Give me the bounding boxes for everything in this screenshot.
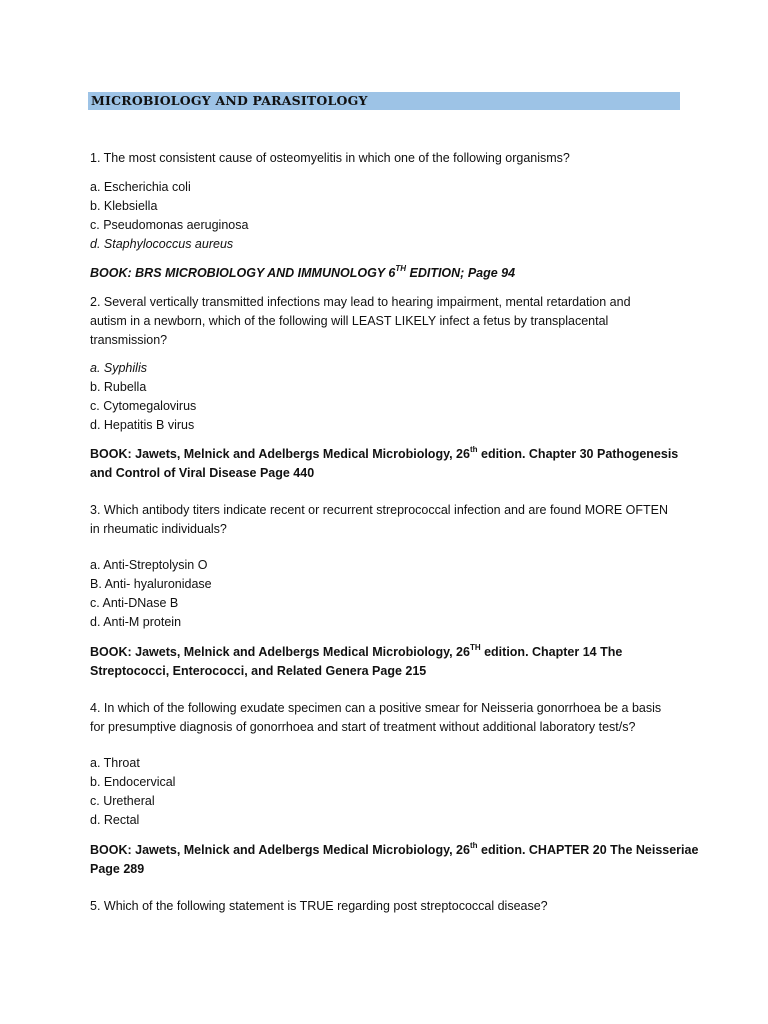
q4-book-reference-line-2: Page 289	[90, 862, 145, 876]
q3-choice-b: B. Anti- hyaluronidase	[90, 577, 212, 591]
q4-book-reference-line-1: BOOK: Jawets, Melnick and Adelbergs Medical Microbiology, 26th edition. CHAPTER 20 The Neisseriae	[90, 840, 699, 857]
q3-choice-c: c. Anti-DNase B	[90, 596, 179, 610]
q2-book-reference-line-2: and Control of Viral Disease Page 440	[90, 466, 315, 480]
question-2-line-2: autism in a newborn, which of the following will LEAST LIKELY infect a fetus by transplacental	[90, 314, 609, 328]
q3-book-reference-line-1: BOOK: Jawets, Melnick and Adelbergs Medical Microbiology, 26TH edition. Chapter 14 The	[90, 642, 623, 659]
q4-choice-c: c. Uretheral	[90, 794, 155, 808]
section-title-bar	[88, 92, 680, 110]
q2-choice-c: c. Cytomegalovirus	[90, 399, 197, 413]
question-4-line-1: 4. In which of the following exudate specimen can a positive smear for Neisseria gonorrhoea be a basis	[90, 701, 662, 715]
q2-book-reference-line-1: BOOK: Jawets, Melnick and Adelbergs Medical Microbiology, 26th edition. Chapter 30 Pathogenesis	[90, 444, 679, 461]
q3-choice-a: a. Anti-Streptolysin O	[90, 558, 208, 572]
q3-book-reference-line-2: Streptococci, Enterococci, and Related Genera Page 215	[90, 664, 427, 678]
question-1: 1. The most consistent cause of osteomyelitis in which one of the following organisms?	[90, 151, 570, 165]
question-2-line-1: 2. Several vertically transmitted infections may lead to hearing impairment, mental retardation and	[90, 295, 631, 309]
q2-choice-a: a. Syphilis	[90, 361, 147, 375]
question-2-line-3: transmission?	[90, 333, 168, 347]
q1-choice-a: a. Escherichia coli	[90, 180, 191, 194]
q2-choice-b: b. Rubella	[90, 380, 147, 394]
q1-choice-d: d. Staphylococcus aureus	[90, 237, 234, 251]
section-title: MICROBIOLOGY AND PARASITOLOGY	[91, 93, 368, 108]
question-3-line-2: in rheumatic individuals?	[90, 522, 227, 536]
q4-choice-b: b. Endocervical	[90, 775, 176, 789]
q1-choice-c: c. Pseudomonas aeruginosa	[90, 218, 249, 232]
question-5: 5. Which of the following statement is TRUE regarding post streptococcal disease?	[90, 899, 548, 913]
q4-choice-d: d. Rectal	[90, 813, 140, 827]
q1-choice-b: b. Klebsiella	[90, 199, 158, 213]
question-4-line-2: for presumptive diagnosis of gonorrhoea and start of treatment without additional laboratory test/s?	[90, 720, 636, 734]
q1-book-reference: BOOK: BRS MICROBIOLOGY AND IMMUNOLOGY 6TH EDITION; Page 94	[90, 263, 516, 280]
question-3-line-1: 3. Which antibody titers indicate recent or recurrent streprococcal infection and are found MORE OFTEN	[90, 503, 669, 517]
q3-choice-d: d. Anti-M protein	[90, 615, 182, 629]
q4-choice-a: a. Throat	[90, 756, 140, 770]
q2-choice-d: d. Hepatitis B virus	[90, 418, 195, 432]
